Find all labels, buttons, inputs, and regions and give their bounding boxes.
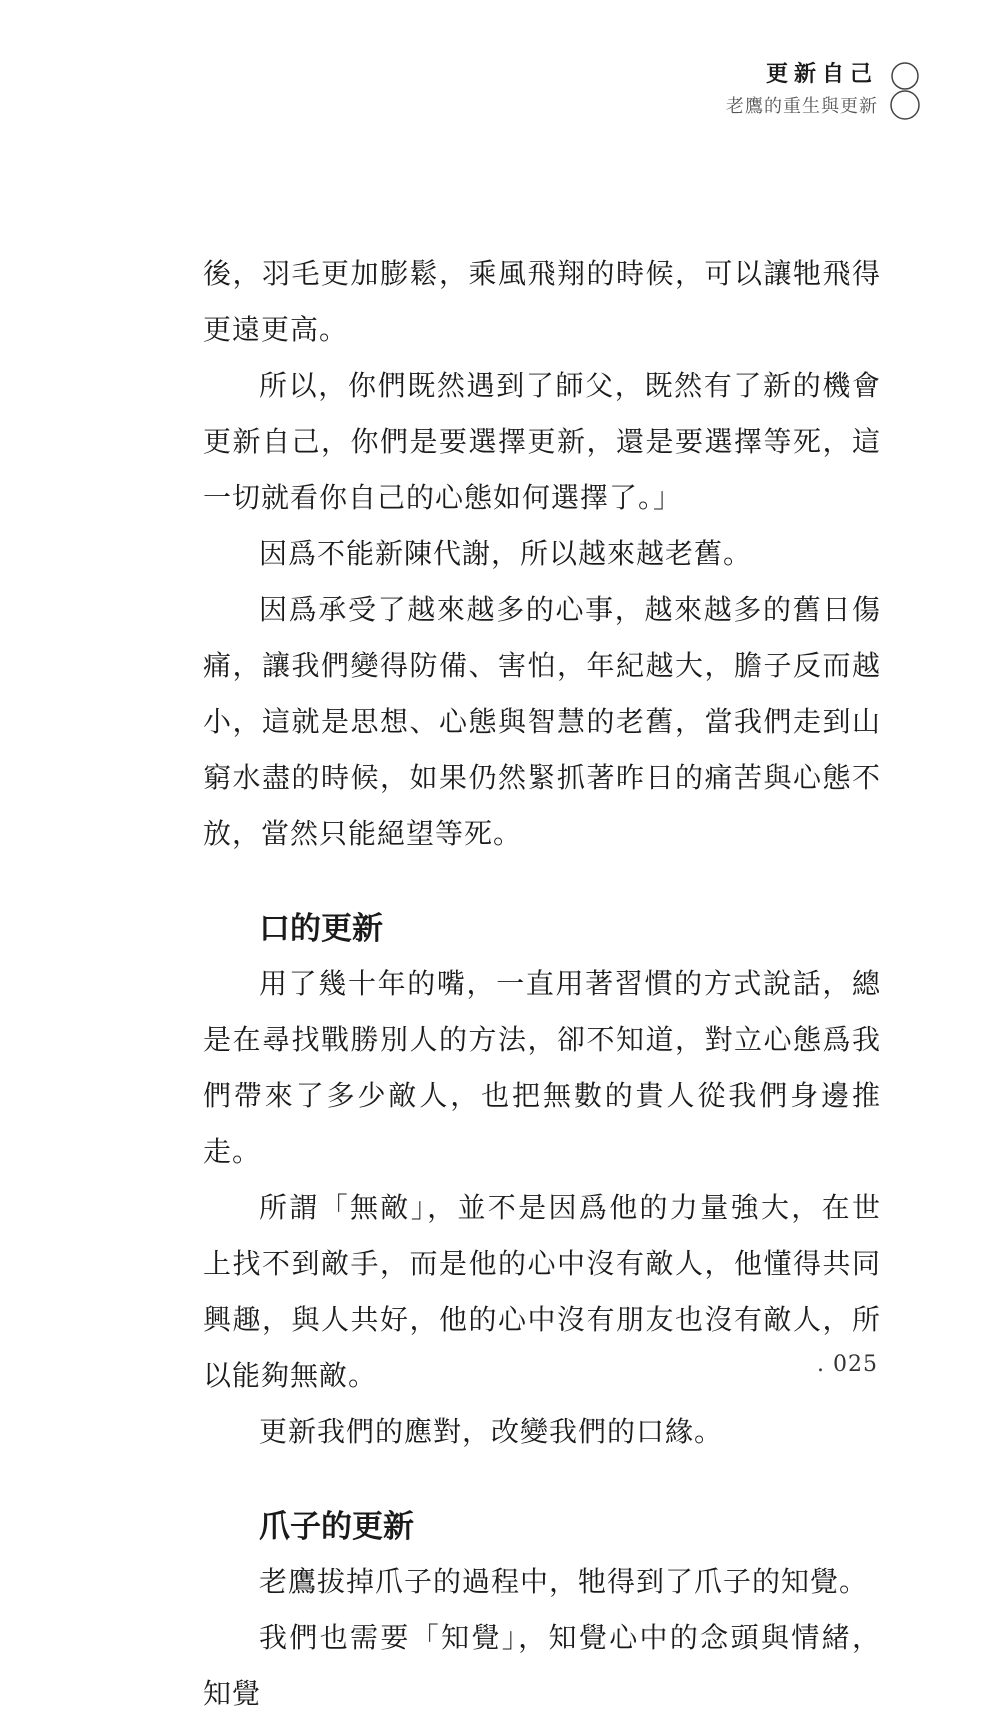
body-paragraph: 所謂「無敵」，並不是因爲他的力量強大，在世上找不到敵手，而是他的心中沒有敵人，他懂得共同興趣，與人共好，他的心中沒有朋友也沒有敵人，所以能夠無敵。 [203,1191,881,1392]
page-body [203,246,881,1722]
body-paragraph: 老鷹拔掉爪子的過程中，牠得到了爪子的知覺。 [259,1565,869,1598]
section-heading-claw: 爪子的更新 [259,1509,414,1545]
body-paragraph: 因爲不能新陳代謝，所以越來越老舊。 [259,537,753,570]
page-number: . 025 [817,1352,878,1377]
body-paragraph: 所以，你們既然遇到了師父，既然有了新的機會更新自己，你們是要選擇更新，還是要選擇等死，這一切就看你自己的心態如何選擇了。」 [203,369,881,514]
body-paragraph: 用了幾十年的嘴，一直用著習慣的方式說話，總是在尋找戰勝別人的方法，卻不知道，對立心態爲我們帶來了多少敵人，也把無數的貴人從我們身邊推走。 [203,967,881,1168]
body-paragraph: 因爲承受了越來越多的心事，越來越多的舊日傷痛，讓我們變得防備、害怕，年紀越大，膽子反而越小，這就是思想、心態與智慧的老舊，當我們走到山窮水盡的時候，如果仍然緊抓著昨日的痛苦與心態不放，當然只能絕望等死。 [203,593,881,850]
body-paragraph: 更新我們的應對，改變我們的口緣。 [259,1415,724,1448]
body-paragraph: 我們也需要「知覺」，知覺心中的念頭與情緒，知覺 [203,1621,881,1710]
running-header [726,58,878,122]
chapter-ornament-icon [888,60,922,122]
section-heading-mouth: 口的更新 [259,911,383,947]
header-subtitle: 老鷹的重生與更新 [726,96,878,117]
body-paragraph: 後，羽毛更加膨鬆，乘風飛翔的時候，可以讓牠飛得更遠更高。 [203,257,881,346]
header-title: 更新自己 [765,62,878,87]
